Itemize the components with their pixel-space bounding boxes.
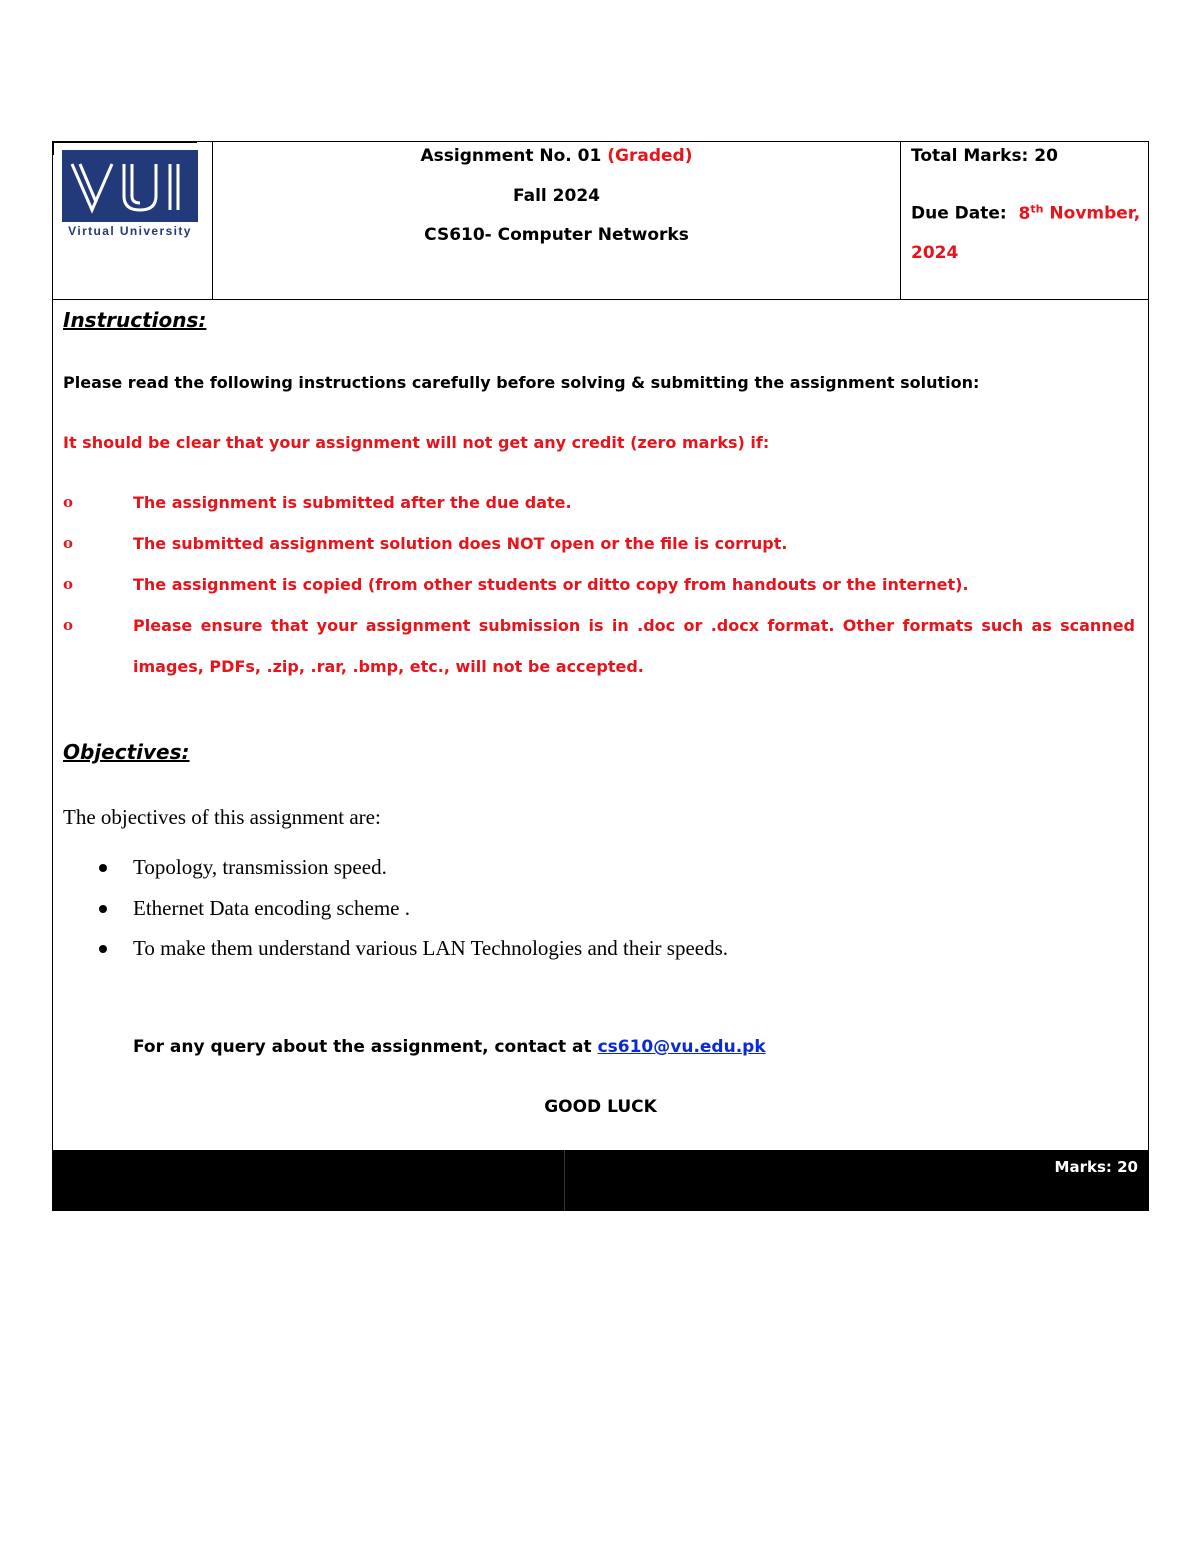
assignment-title	[213, 146, 900, 166]
assignment-number: Assignment No. 01	[420, 146, 602, 166]
due-year: 2024	[911, 243, 959, 263]
objective-item: To make them understand various LAN Technologies and their speeds.	[133, 936, 729, 960]
bullet-dot-icon	[99, 905, 107, 913]
term: Fall 2024	[513, 186, 600, 206]
assignment-sheet: Virtual University Assignment No. 01 (Graded) Fall 2024 CS610- Computer Networks Total Marks: 20 Due Date: 8th Novmber, 2024 Instructions: Please read the following instructions carefully before solving & submitting the assignment solution: It should be clear that your assignment will not get any credit (zero marks) if: o The assignment is submitted after the due date. o The submitted assignment solution does NOT open or the file is corrupt. o The assignment is copied (from other students or ditto copy from handouts or the internet). o Please ensure that your assignment submission is in .doc or .docx format. Other formats such as scanned images, PDFs, .zip, .rar, .bmp, etc., will not be accepted. Objectives: The objectives of this assignment are: Topology, transmission speed. Ethernet Data encoding scheme . To make them understand various LAN Technologies and their speeds. For any query about the assignment, contact at cs610@vu.edu.pk GOOD LUCK Marks: 20	[52, 141, 1149, 1211]
objective-item: Topology, transmission speed.	[133, 855, 387, 879]
course-name: CS610- Computer Networks	[424, 225, 689, 245]
bullet-dot-icon	[99, 864, 107, 872]
vu-logo-mark	[62, 150, 198, 222]
contact-line	[133, 1037, 766, 1057]
instructions-warning: It should be clear that your assignment will not get any credit (zero marks) if:	[63, 433, 770, 452]
instructions-heading: Instructions:	[63, 308, 207, 332]
bullet-o-icon: o	[63, 575, 74, 593]
bullet-o-icon: o	[63, 493, 74, 511]
contact-email-link[interactable]: cs610@vu.edu.pk	[597, 1037, 766, 1057]
good-luck: GOOD LUCK	[544, 1097, 657, 1117]
vu-logo	[62, 150, 198, 240]
footer-bar	[53, 1150, 1148, 1211]
footer-marks: Marks: 20	[1054, 1158, 1138, 1176]
due-month: Novmber,	[1049, 203, 1141, 224]
bullet-dot-icon	[99, 945, 107, 953]
due-day: 8th	[1018, 202, 1044, 224]
assignment-status: (Graded)	[607, 146, 693, 166]
objective-item: Ethernet Data encoding scheme .	[133, 896, 410, 920]
due-label: Due Date:	[911, 203, 1007, 224]
due-date	[911, 202, 1140, 224]
logo-cell	[53, 142, 213, 299]
objectives-intro: The objectives of this assignment are:	[63, 805, 381, 829]
bullet-o-icon: o	[63, 616, 74, 634]
instructions-intro: Please read the following instructions carefully before solving & submitting the assignment solution:	[63, 373, 980, 392]
objectives-heading: Objectives:	[63, 740, 190, 764]
marks-cell	[901, 142, 1148, 299]
contact-text: For any query about the assignment, contact at	[133, 1037, 592, 1057]
title-cell	[213, 142, 901, 299]
footer-left-cell	[53, 1150, 565, 1211]
logo-text: Virtual University	[68, 224, 192, 238]
bullet-o-icon: o	[63, 534, 74, 552]
total-marks: Total Marks: 20	[911, 146, 1058, 166]
header-table	[53, 142, 1148, 300]
